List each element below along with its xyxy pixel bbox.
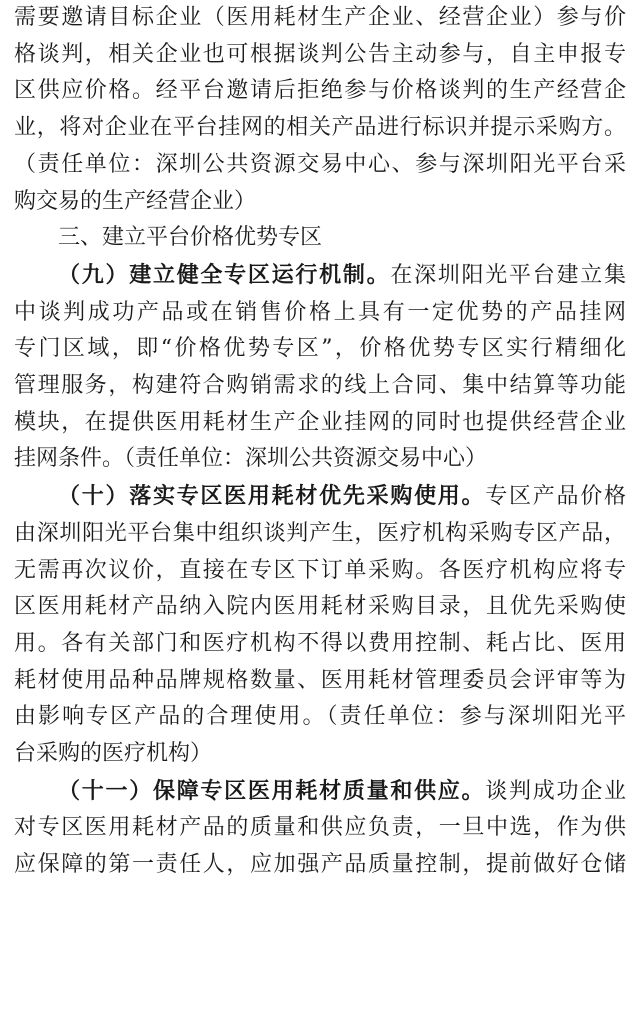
text-line: 由影响专区产品的合理使用。（责任单位：参与深圳阳光平 (14, 704, 626, 730)
paragraph-intro (14, 0, 626, 220)
text-line: 格谈判，相关企业也可根据谈判公告主动参与，自主申报专 (14, 41, 626, 67)
text-line (14, 257, 626, 295)
text-line: 由深圳阳光平台集中组织谈判产生，医疗机构采购专区产品， (14, 520, 626, 546)
paragraph-item-11 (14, 773, 626, 884)
text-line: 应保障的第一责任人，应加强产品质量控制，提前做好仓储 (14, 852, 626, 878)
text-line: 区供应价格。经平台邀请后拒绝参与价格谈判的生产经营企 (14, 78, 626, 104)
item-text: 谈判成功企业 (485, 778, 626, 804)
text-line: 区医用耗材产品纳入院内医用耗材采购目录，且优先采购使 (14, 594, 626, 620)
text-line: 购交易的生产经营企业） (14, 188, 257, 214)
item-title: （十一）保障专区医用耗材质量和供应。 (58, 777, 486, 804)
text-line: （责任单位：深圳公共资源交易中心、参与深圳阳光平台采 (14, 151, 626, 177)
text-line (14, 773, 626, 811)
paragraph-item-10 (14, 478, 626, 773)
text-line: 专门区域，即“价格优势专区”，价格优势专区实行精细化 (14, 336, 626, 362)
text-line: 挂网条件。（责任单位：深圳公共资源交易中心） (14, 446, 488, 472)
item-title: （十）落实专区医用耗材优先采购使用。 (58, 483, 486, 510)
text-line: 需要邀请目标企业（医用耗材生产企业、经营企业）参与价 (14, 5, 626, 30)
text-line: 用。各有关部门和医疗机构不得以费用控制、耗占比、医用 (14, 630, 626, 656)
text-line: 管理服务，构建符合购销需求的线上合同、集中结算等功能 (14, 373, 626, 399)
text-line: 中谈判成功产品或在销售价格上具有一定优势的产品挂网 (14, 299, 626, 325)
text-line: 对专区医用耗材产品的质量和供应负责，一旦中选，作为供 (14, 815, 626, 841)
section-heading: 三、建立平台价格优势专区 (58, 225, 323, 251)
item-text: 专区产品价格 (485, 484, 626, 510)
text-line: 模块，在提供医用耗材生产企业挂网的同时也提供经营企业 (14, 409, 626, 435)
text-line: 无需再次议价，直接在专区下订单采购。各医疗机构应将专 (14, 557, 626, 583)
text-line: 耗材使用品种品牌规格数量、医用耗材管理委员会评审等为 (14, 667, 626, 693)
item-title: （九）建立健全专区运行机制。 (58, 261, 391, 288)
text-line: 业，将对企业在平台挂网的相关产品进行标识并提示采购方。 (14, 115, 626, 141)
paragraph-item-9 (14, 257, 626, 478)
text-line (14, 478, 626, 516)
document-page (14, 0, 626, 884)
item-text: 在深圳阳光平台建立集 (390, 262, 626, 288)
text-line: 台采购的医疗机构） (14, 741, 213, 767)
